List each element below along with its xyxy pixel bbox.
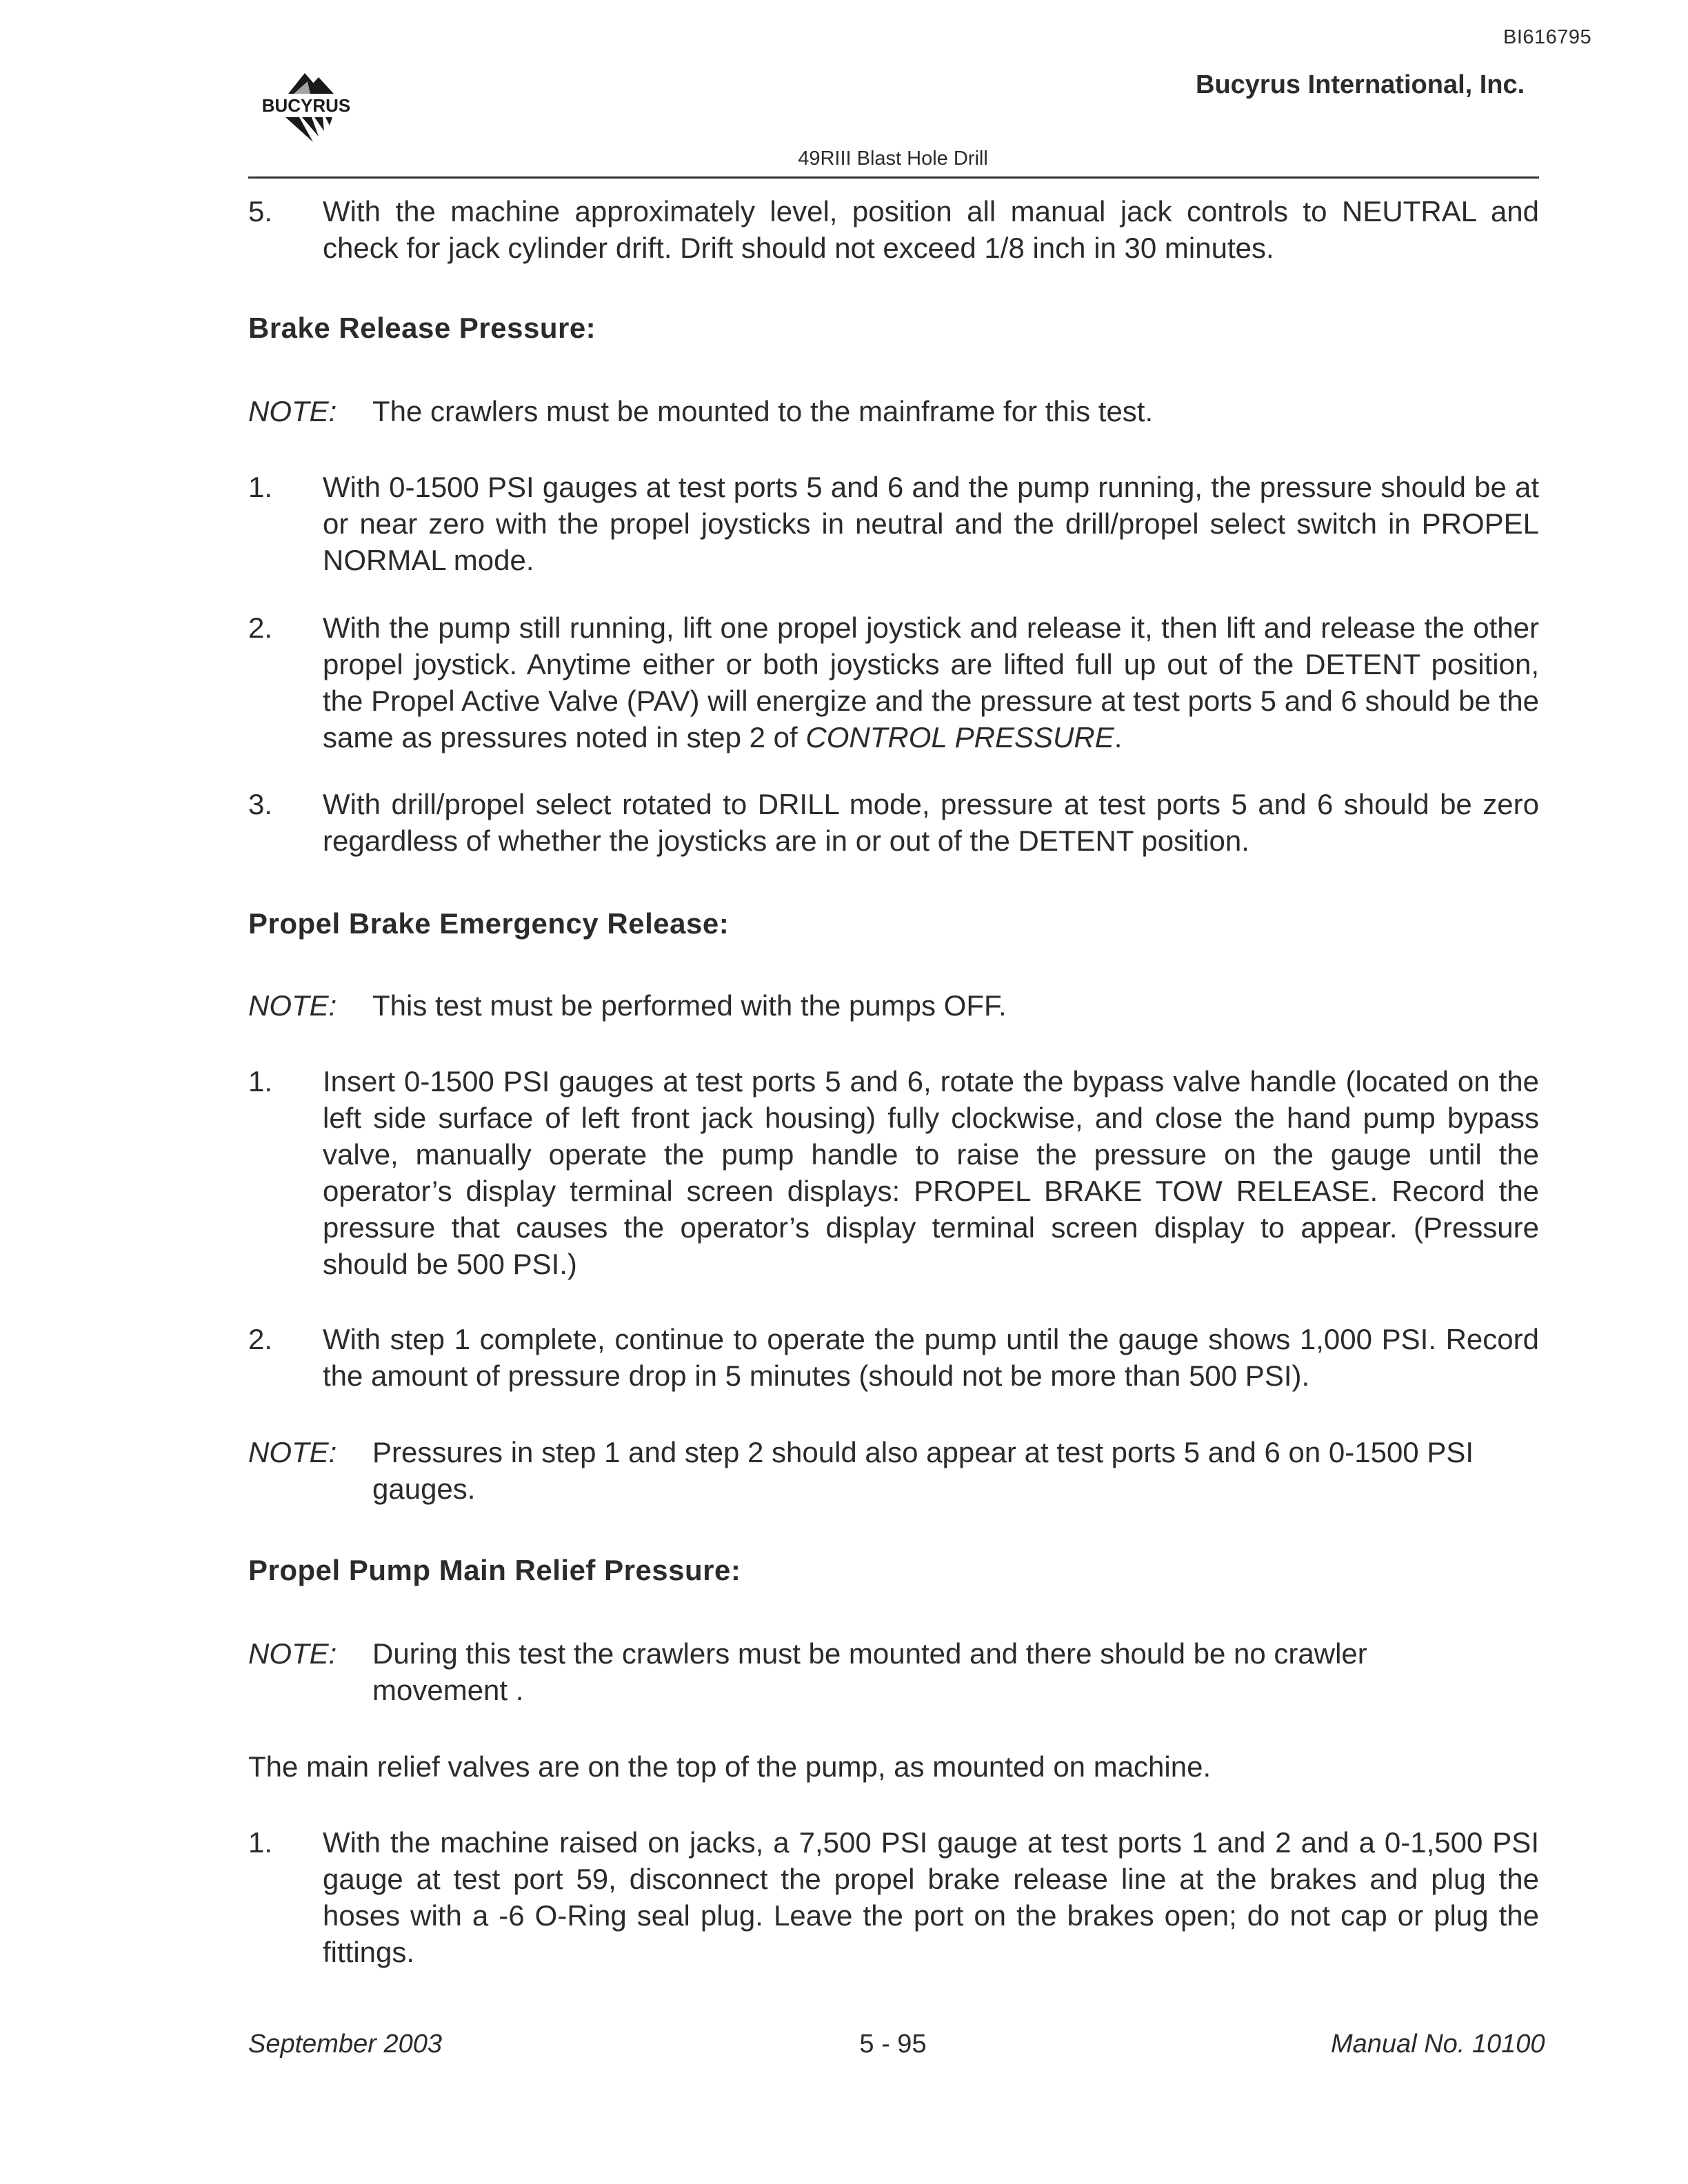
item-text: With the machine raised on jacks, a 7,500 PSI gauge at test ports 1 and 2 and a 0-1,500 PSI gauge at test port 59, disconnect the propel brake release line at the brakes and plug the hoses with a -6 O-Ring seal plug. Leave the port on the brakes open; do not cap or plug the fittings. (323, 1826, 1539, 1968)
list-item (248, 1063, 1539, 1282)
company-name: Bucyrus International, Inc. (1196, 70, 1525, 99)
list-item (248, 193, 1539, 266)
note (248, 1635, 1539, 1708)
paragraph: The main relief valves are on the top of the pump, as mounted on machine. (248, 1750, 1212, 1783)
section-heading-main-relief: Propel Pump Main Relief Pressure: (248, 1554, 741, 1586)
list-item (248, 786, 1539, 859)
item-text: With drill/propel select rotated to DRILL mode, pressure at test ports 5 and 6 should be zero regardless of whether the joysticks are in or out of the DETENT position. (323, 788, 1539, 857)
item-number: 1. (248, 1065, 273, 1098)
item-text: With 0-1500 PSI gauges at test ports 5 and 6 and the pump running, the pressure should be at or near zero with the propel joysticks in neutral and the drill/propel select switch in PROPEL NORMAL mode. (323, 471, 1539, 576)
item-text: With the machine approximately level, position all manual jack controls to NEUTRAL and check for jack cylinder drift. Drift should not exceed 1/8 inch in 30 minutes. (323, 195, 1539, 264)
footer-date: September 2003 (248, 2030, 442, 2059)
note-label: NOTE: (248, 989, 337, 1022)
document-id: BI616795 (1503, 26, 1592, 48)
item-number: 1. (248, 1826, 273, 1859)
note (248, 987, 1539, 1024)
item-number: 5. (248, 195, 273, 228)
item-text: Insert 0-1500 PSI gauges at test ports 5 and 6, rotate the bypass valve handle (located on the left side surface of left front jack housing) fully clockwise, and close the hand pump bypass valve, manually operate the pump handle to raise the pressure on the gauge until the operator’s display terminal screen displays: PROPEL BRAKE TOW RELEASE. Record the pressure that causes the operator’s display terminal screen display to appear. (Pressure should be 500 PSI.) (323, 1065, 1539, 1280)
logo-mark-icon (245, 70, 370, 152)
item-number: 3. (248, 788, 273, 820)
manual-number: Manual No. 10100 (1331, 2030, 1545, 2059)
item-text (323, 609, 1539, 756)
note-text: This test must be performed with the pumps OFF. (372, 989, 1007, 1022)
item-number: 2. (248, 1323, 273, 1355)
item-text: With step 1 complete, continue to operate the pump until the gauge shows 1,000 PSI. Record the amount of pressure drop in 5 minutes (should not be more than 500 PSI). (323, 1323, 1539, 1392)
list-item (248, 1824, 1539, 1970)
section-heading-emergency-release: Propel Brake Emergency Release: (248, 907, 730, 940)
bucyrus-logo (245, 70, 370, 152)
item-text-tail: . (1114, 721, 1123, 754)
item-number: 2. (248, 611, 273, 644)
note-label: NOTE: (248, 1436, 337, 1468)
item-text-body: With the pump still running, lift one propel joystick and release it, then lift and release the other propel joystick. Anytime either or both joysticks are lifted full up out of the DETENT position, the Propel Active Valve (PAV) will energize and the pressure at test ports 5 and 6 should be the same as pressures noted in step 2 of (323, 611, 1539, 754)
page-number: 5 - 95 (859, 2030, 927, 2059)
list-item (248, 1321, 1539, 1394)
logo-wordmark: BUCYRUS (261, 95, 351, 116)
header-divider (248, 176, 1539, 179)
note-text: Pressures in step 1 and step 2 should also appear at test ports 5 and 6 on 0-1500 PSI gauges. (372, 1436, 1474, 1505)
item-number: 1. (248, 471, 273, 503)
note-label: NOTE: (248, 1637, 337, 1670)
section-heading-brake-release: Brake Release Pressure: (248, 312, 596, 344)
model-name: 49RIII Blast Hole Drill (798, 148, 988, 170)
note-text: The crawlers must be mounted to the mainframe for this test. (372, 395, 1154, 427)
item-text-emphasis: CONTROL PRESSURE (805, 721, 1114, 754)
note-text: During this test the crawlers must be mounted and there should be no crawler movement . (372, 1637, 1367, 1706)
list-item (248, 469, 1539, 578)
list-item (248, 609, 1539, 756)
note (248, 393, 1539, 429)
note (248, 1434, 1539, 1507)
note-label: NOTE: (248, 395, 337, 427)
